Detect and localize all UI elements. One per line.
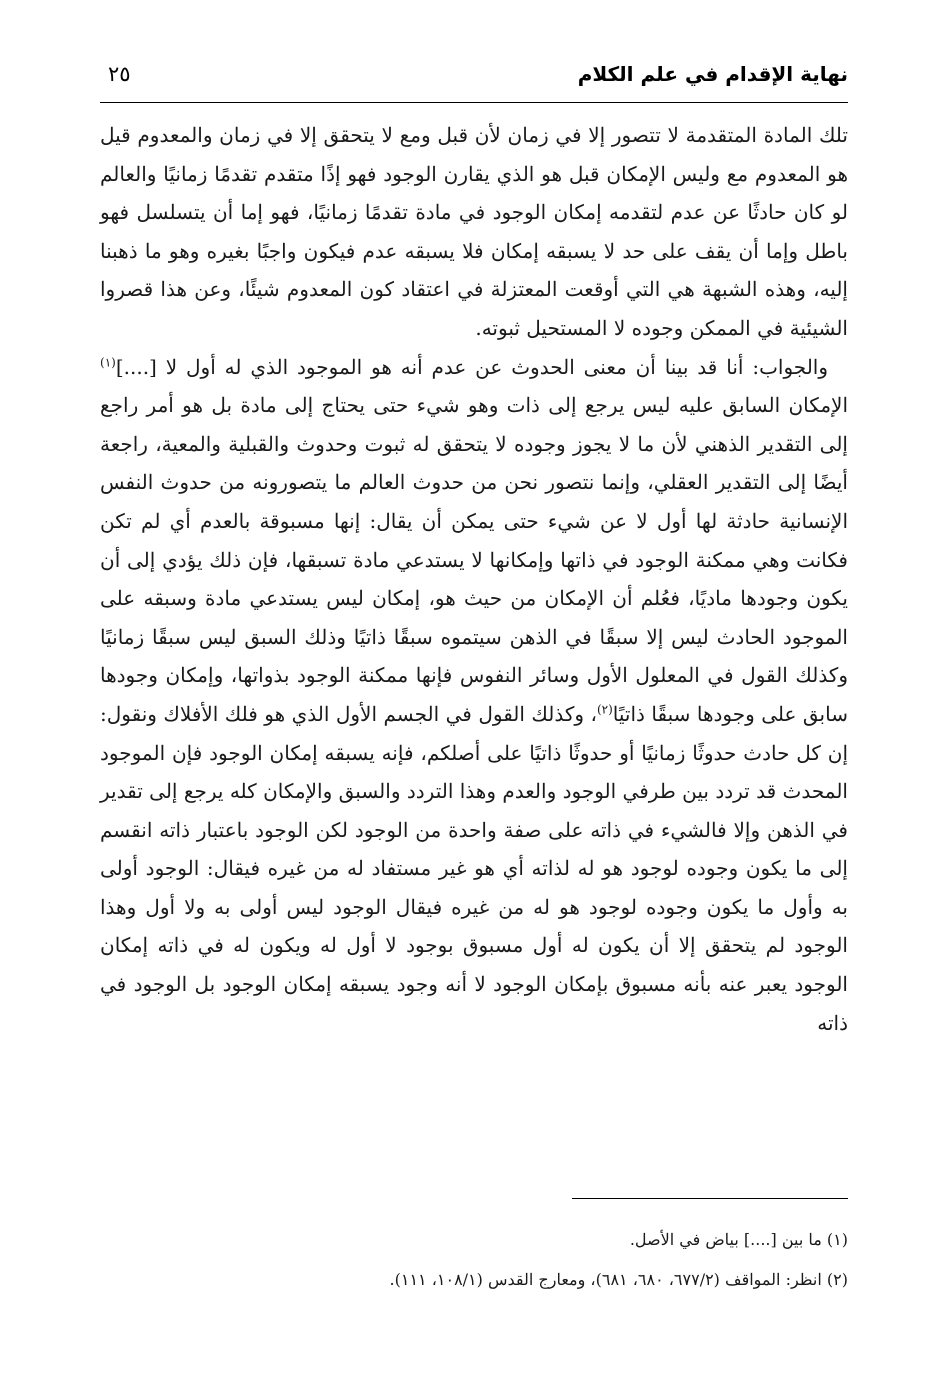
paragraph-2-part-2: الإمكان السابق عليه ليس يرجع إلى ذات وهو شيء حتى يحتاج إلى مادة بل هو أمر راجع إلى التقدير الذهني لأن ما لا يجوز وجوده لا يتحقق له ثبوت وحدوث والقبلية والمعية، راجعة أيضًا إلى التقدير العقلي، وإنما نتصور نحن من حدوث العالم ما يتصورونه من حدوث النفس الإنسانية حادثة لها أول لا عن شيء حتى يمكن أن يقال: إنها مسبوقة بالعدم أي لم تكن فكانت وهي ممكنة الوجود في ذاتها وإمكانها لا يستدعي مادة تسبقها، فإن ذلك يؤدي إلى أن يكون وجودها ماديًا، فعُلم أن الإمكان من حيث هو، إمكان ليس يستدعي مادة وسبقه على الموجود الحادث ليس إلا سبقًا في الذهن سيتموه سبقًا ذاتيًا وذلك السبق ليس سبقًا زمانيًا وكذلك القول في المعلول الأول وسائر النفوس فإنها ممكنة الوجود بذواتها، وإمكان وجودها سابق على وجودها سبقًا ذاتيًا <box>100 393 848 726</box>
header-divider <box>100 102 848 103</box>
footnote-ref-2: (٢) <box>596 702 613 717</box>
page-number: ٢٥ <box>108 62 131 86</box>
paragraph-2-part-1: والجواب: أنا قد بينا أن معنى الحدوث عن عدم أنه هو الموجود الذي له أول لا [....] <box>115 354 828 379</box>
paragraph-2 <box>100 348 848 1043</box>
footnote-divider <box>572 1198 848 1199</box>
footnote-2: (٢) انظر: المواقف (٦٧٧/٢، ٦٨٠، ٦٨١)، ومعارج القدس (١٠٨/١، ١١١). <box>389 1270 848 1289</box>
document-page <box>100 40 848 1360</box>
running-header <box>100 58 848 98</box>
book-title: نهاية الإقدام في علم الكلام <box>577 62 848 86</box>
main-text <box>100 116 848 1042</box>
footnote-1: (١) ما بين [....] بياض في الأصل. <box>629 1230 848 1249</box>
paragraph-2-part-3: ، وكذلك القول في الجسم الأول الذي هو فلك الأفلاك ونقول: إن كل حادث حدوثًا زمانيًا أو حدوثًا ذاتيًا على أصلكم، فإنه يسبقه إمكان الوجود فإن الموجود المحدث قد تردد بين طرفي الوجود والعدم وهذا التردد والسبق والإمكان كله يرجع إلى تقدير في الذهن وإلا فالشيء في ذاته على صفة واحدة من الوجود لكن الوجود باعتبار ذاته انقسم إلى ما يكون وجوده لوجود هو له لذاته أي هو غير مستفاد له من غيره فيقال: الوجود أولى به وأول ما يكون وجوده لوجود هو له من غيره فيقال الوجود ليس أولى به ولا أول وهذا الوجود لم يتحقق إلا أن يكون له أول مسبوق بوجود لا أول له ويكون له في ذاته إمكان الوجود يعبر عنه بأنه مسبوق بإمكان الوجود لا أنه وجود يسبقه إمكان الوجود بل الوجود في ذاته <box>100 701 848 1035</box>
paragraph-1: تلك المادة المتقدمة لا تتصور إلا في زمان لأن قبل ومع لا يتحقق إلا في زمان والمعدوم قيل هو المعدوم مع وليس الإمكان قبل هو الذي يقارن الوجود فهو إذًا متقدم تقدمًا زمانيًا والعالم لو كان حادثًا عن عدم لتقدمه إمكان الوجود في مادة تقدمًا زمانيًا، فهو إما أن يتسلسل فهو باطل وإما أن يقف على حد لا يسبقه إمكان فلا يسبقه عدم فيكون واجبًا بغيره وهو ما ذهبنا إليه، وهذه الشبهة هي التي أوقعت المعتزلة في اعتقاد كون المعدوم شيئًا، وعن هذا قصروا الشيئية في الممكن وجوده لا المستحيل ثبوته. <box>100 123 848 340</box>
footnote-ref-1: (١) <box>100 354 116 369</box>
footnotes <box>100 1220 848 1300</box>
